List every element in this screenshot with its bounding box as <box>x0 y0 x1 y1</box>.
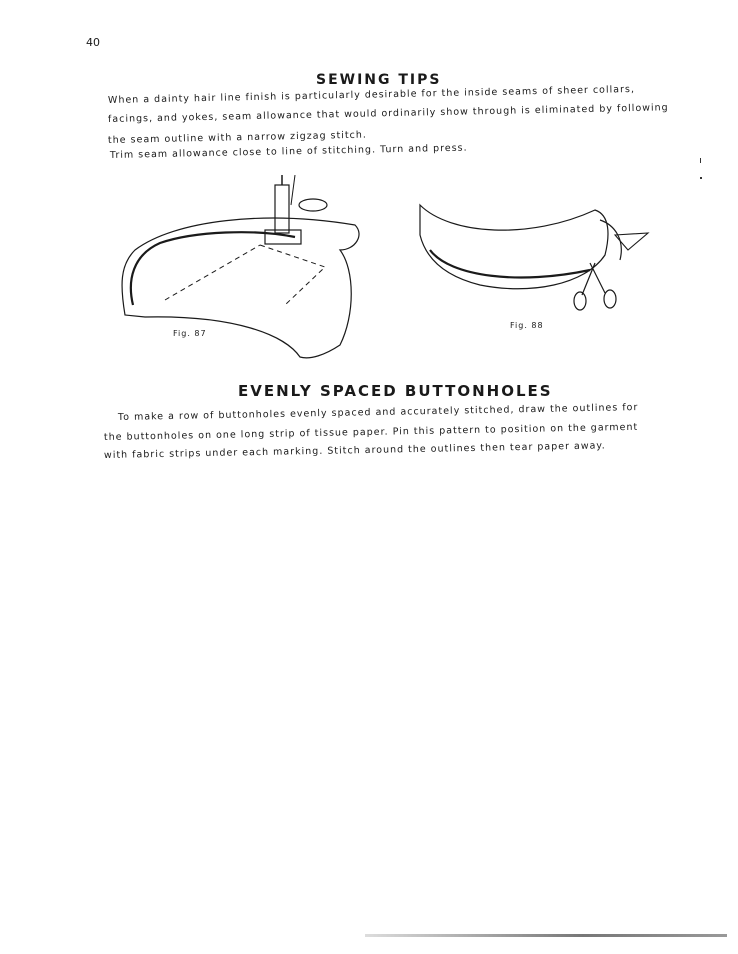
buttonholes-heading: EVENLY SPACED BUTTONHOLES <box>238 382 553 400</box>
buttonholes-line-3: with fabric strips under each marking. Stitch around the outlines then tear paper away. <box>103 440 606 461</box>
figure-88-illustration <box>410 185 660 335</box>
fig-87-drawing <box>115 175 375 365</box>
sewing-tips-line-2: facings, and yokes, seam allowance that would ordinarily show through is eliminated by following <box>107 102 669 125</box>
right-margin-speck-1 <box>700 158 701 163</box>
figure-87-illustration <box>115 175 375 365</box>
buttonholes-line-2: the buttonholes on one long strip of tissue paper. Pin this pattern to position on the garment <box>103 421 639 443</box>
sewing-tips-heading: SEWING TIPS <box>316 72 442 88</box>
footer-scan-line <box>365 934 727 937</box>
sewing-tips-line-1: When a dainty hair line finish is particularly desirable for the inside seams of sheer collars, <box>107 83 636 106</box>
fig-88-caption: Fig. 88 <box>510 321 544 330</box>
page-number: 40 <box>86 36 100 49</box>
sewing-tips-line-4: Trim seam allowance close to line of stitching. Turn and press. <box>109 142 468 161</box>
sewing-tips-line-3: the seam outline with a narrow zigzag stitch. <box>107 129 367 146</box>
fig-87-caption: Fig. 87 <box>173 329 207 338</box>
fig-88-drawing <box>410 185 660 335</box>
right-margin-speck-2 <box>700 177 702 179</box>
buttonholes-line-1: To make a row of buttonholes evenly spaced and accurately stitched, draw the outlines for <box>117 402 639 423</box>
